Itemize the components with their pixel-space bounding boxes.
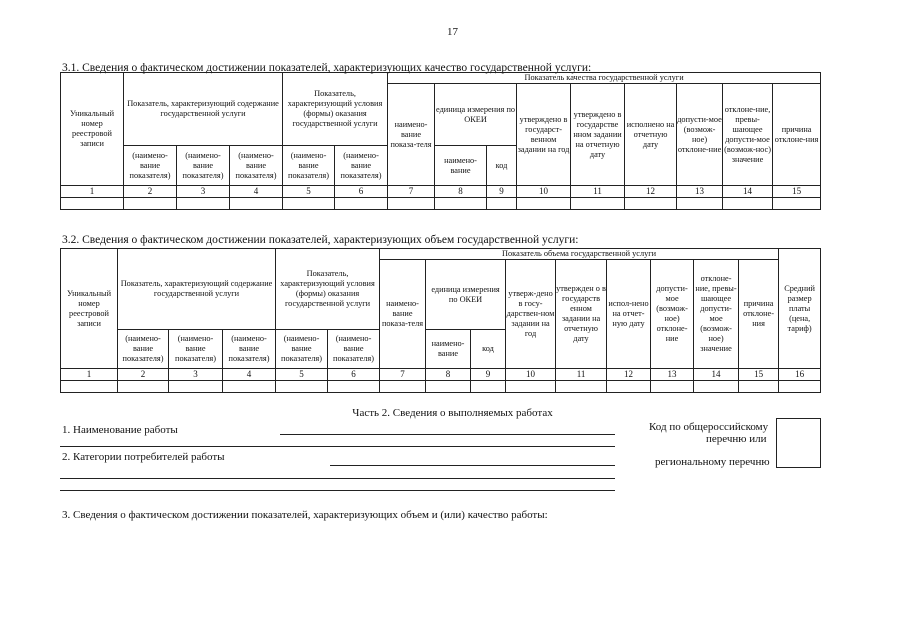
subheader-indicator-name: (наимено-вание показателя)	[177, 146, 230, 186]
header-deviation-reason: причина отклоне-ния	[739, 260, 779, 369]
code-label-line-1: Код по общероссийскому	[649, 421, 769, 433]
subheader-indicator-name: (наимено-вание показателя)	[276, 330, 328, 369]
header-deviation-reason: причина отклоне-ния	[773, 84, 821, 186]
column-number: 13	[677, 186, 723, 198]
subheader-indicator-name: (наимено-вание показателя)	[283, 146, 335, 186]
column-number: 16	[779, 369, 821, 381]
header-content-indicator: Показатель, характеризующий содержание государственной услуги	[124, 73, 283, 146]
header-volume-indicator: Показатель объема государственной услуги	[380, 249, 779, 260]
column-number: 14	[694, 369, 739, 381]
page-number: 17	[447, 26, 458, 38]
header-allowed-deviation: допусти-мое (возмож-ное) отклоне-ние	[651, 260, 694, 369]
subheader-indicator-name: (наимено-вание показателя)	[169, 330, 223, 369]
column-number: 9	[487, 186, 517, 198]
work-name-label: 1. Наименование работы	[62, 424, 178, 436]
volume-indicators-table	[60, 248, 821, 393]
subheader-indicator-name: (наимено-вание показателя)	[230, 146, 283, 186]
column-number: 12	[607, 369, 651, 381]
column-number: 9	[471, 369, 506, 381]
column-number: 12	[625, 186, 677, 198]
section-3-work-title: 3. Сведения о фактическом достижении показателей, характеризующих объем и (или) качество работы:	[62, 509, 548, 521]
subheader-indicator-name: (наимено-вание показателя)	[335, 146, 388, 186]
header-average-price: Средний размер платы (цена, тариф)	[779, 249, 821, 369]
column-number: 15	[739, 369, 779, 381]
consumer-categories-line-2	[60, 478, 615, 479]
column-number: 10	[517, 186, 571, 198]
header-excess-deviation: отклоне-ние, превы-шающее допусти-мое (возмож-ное) значение	[694, 260, 739, 369]
column-number: 7	[380, 369, 426, 381]
code-label-line-2: перечню или	[706, 433, 767, 445]
consumer-categories-line-3	[60, 490, 615, 491]
header-content-indicator: Показатель, характеризующий содержание государственной услуги	[118, 249, 276, 330]
column-number: 8	[426, 369, 471, 381]
column-number: 3	[177, 186, 230, 198]
header-conditions-indicator: Показатель, характеризующий условия (формы) оказания государственной услуги	[283, 73, 388, 146]
work-name-line-2	[60, 446, 615, 447]
column-number: 7	[388, 186, 435, 198]
subheader-indicator-name: (наимено-вание показателя)	[124, 146, 177, 186]
blank-data-row	[61, 198, 821, 210]
part-2-title: Часть 2. Сведения о выполняемых работах	[352, 407, 553, 419]
column-number: 15	[773, 186, 821, 198]
header-unit-code: код	[487, 146, 517, 186]
header-indicator-name: наимено-вание показа-теля	[388, 84, 435, 186]
header-executed: испол-нено на отчет-ную дату	[607, 260, 651, 369]
header-indicator-name: наимено-вание показа-теля	[380, 260, 426, 369]
section-3-1-title: 3.1. Сведения о фактическом достижении показателей, характеризующих качество государственной услуги:	[62, 62, 592, 74]
column-number: 4	[230, 186, 283, 198]
header-unit-name: наимено-вание	[426, 330, 471, 369]
header-allowed-deviation: допусти-мое (возмож-ное) отклоне-ние	[677, 84, 723, 186]
header-approved-year: утверж-дено в госу-дарствен-ном задании на год	[506, 260, 556, 369]
column-number: 11	[571, 186, 625, 198]
column-number: 5	[283, 186, 335, 198]
column-number: 13	[651, 369, 694, 381]
column-number: 14	[723, 186, 773, 198]
quality-indicators-table	[60, 72, 821, 210]
header-unit-code: код	[471, 330, 506, 369]
header-excess-deviation: отклоне-ние, превы-шающее допусти-мое (возмож-нос) значение	[723, 84, 773, 186]
code-label-line-3: региональному перечню	[655, 456, 770, 468]
column-number: 10	[506, 369, 556, 381]
header-quality-indicator: Показатель качества государственной услуги	[388, 73, 821, 84]
column-number: 6	[328, 369, 380, 381]
consumer-categories-label: 2. Категории потребителей работы	[62, 451, 225, 463]
column-number: 11	[556, 369, 607, 381]
subheader-indicator-name: (наимено-вание показателя)	[223, 330, 276, 369]
column-number: 2	[118, 369, 169, 381]
header-conditions-indicator: Показатель, характеризующий условия (формы) оказания государственной услуги	[276, 249, 380, 330]
section-3-2-title: 3.2. Сведения о фактическом достижении показателей, характеризующих объем государственной услуги:	[62, 234, 579, 246]
registry-code-box[interactable]	[776, 418, 821, 468]
column-number: 2	[124, 186, 177, 198]
column-number: 1	[61, 369, 118, 381]
column-number: 8	[435, 186, 487, 198]
header-unique-number: Уникальный номер реестровой записи	[61, 73, 124, 186]
header-unit-okei: единица измерения по ОКЕИ	[435, 84, 517, 146]
header-approved-year: утверждено в государст-венном задании на год	[517, 84, 571, 186]
column-number: 5	[276, 369, 328, 381]
header-approved-report-date: утверждено в государстве нном задании на отчетную дату	[571, 84, 625, 186]
subheader-indicator-name: (наимено-вание показателя)	[328, 330, 380, 369]
header-unit-okei: единица измерения по ОКЕИ	[426, 260, 506, 330]
header-unit-name: наимено-вание	[435, 146, 487, 186]
header-unique-number: Уникальный номер реестровой записи	[61, 249, 118, 369]
column-number-row	[61, 186, 821, 198]
consumer-categories-line	[330, 465, 615, 466]
blank-data-row	[61, 381, 821, 393]
header-approved-report-date: утвержден о в государств енном задании на отчетную дату	[556, 260, 607, 369]
column-number: 4	[223, 369, 276, 381]
subheader-indicator-name: (наимено-вание показателя)	[118, 330, 169, 369]
column-number: 1	[61, 186, 124, 198]
column-number: 3	[169, 369, 223, 381]
work-name-line	[280, 434, 615, 435]
column-number: 6	[335, 186, 388, 198]
column-number-row	[61, 369, 821, 381]
header-executed: исполнено на отчетную дату	[625, 84, 677, 186]
